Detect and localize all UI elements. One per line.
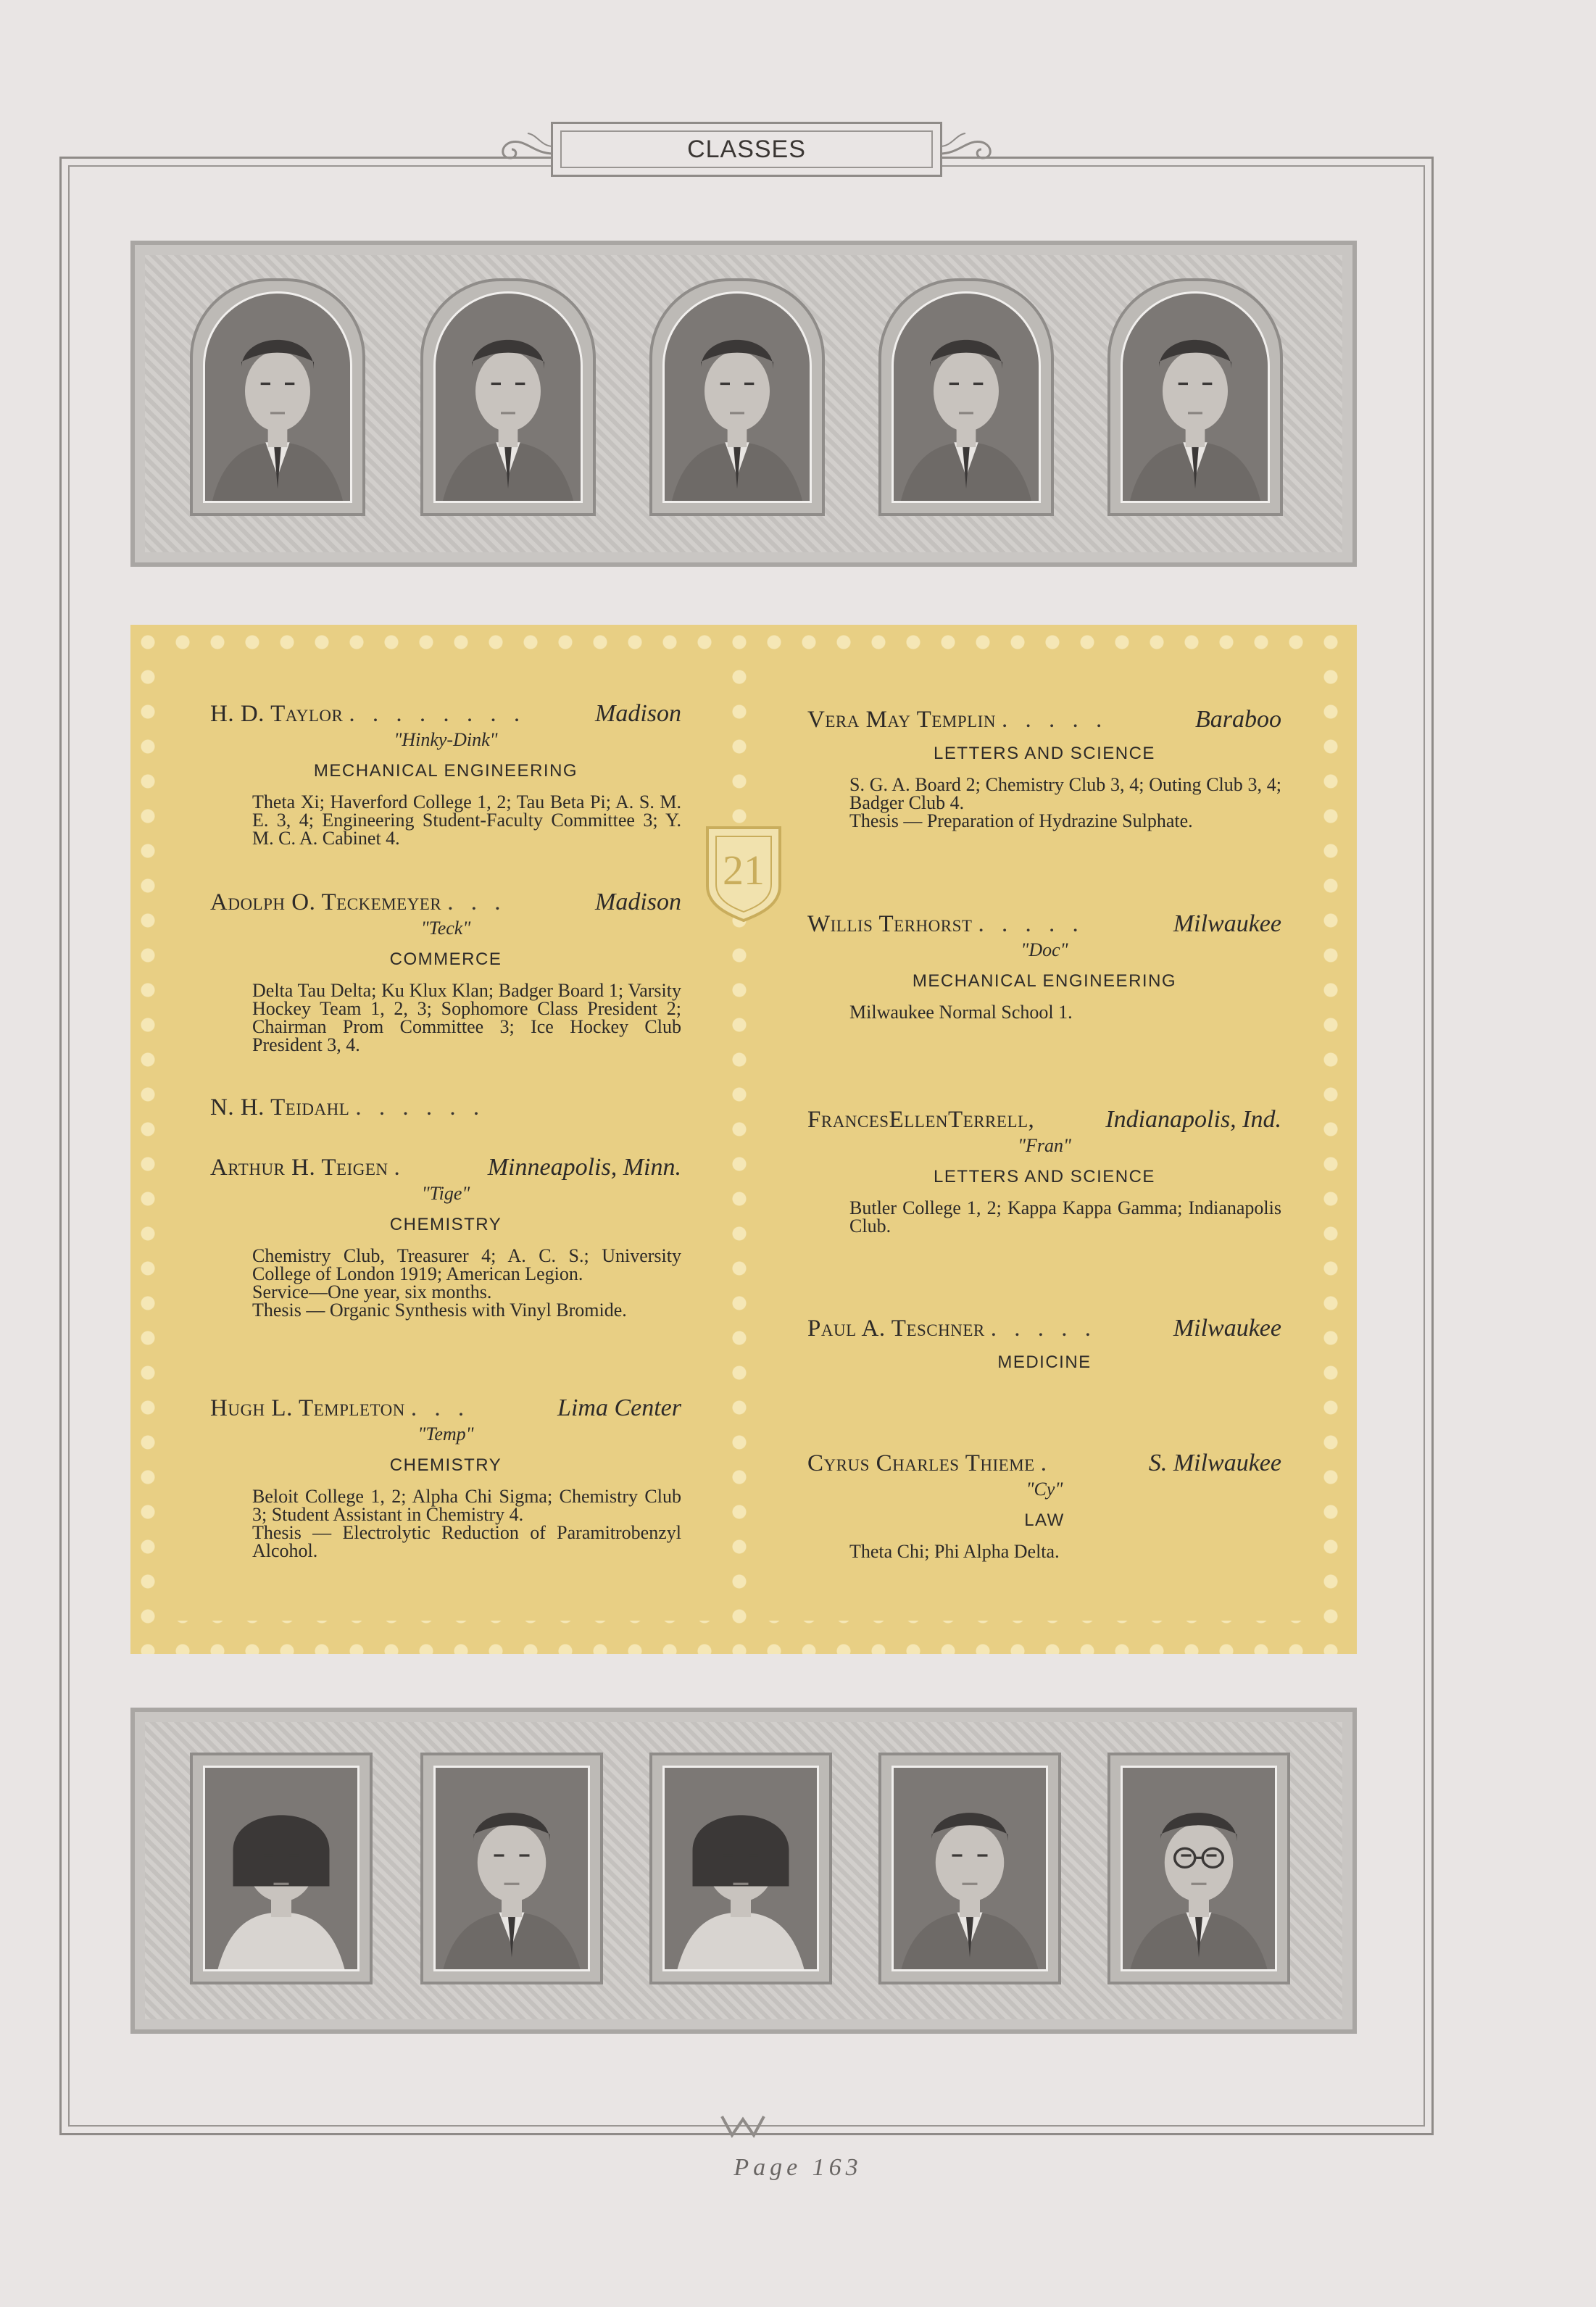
biography-entry	[210, 700, 681, 847]
page-title: CLASSES	[687, 135, 806, 163]
student-name: N. H. Teidahl	[210, 1094, 350, 1121]
top-portrait-4	[878, 278, 1054, 516]
page-number: Page 163	[733, 2154, 863, 2181]
portrait-man-icon	[891, 1766, 1048, 1971]
hometown: S. Milwaukee	[1148, 1450, 1281, 1476]
activities	[849, 1199, 1281, 1235]
hometown: Lima Center	[557, 1394, 681, 1421]
nickname: "Hinky-Dink"	[394, 729, 498, 750]
top-portrait-3	[649, 278, 825, 516]
portrait-man-icon	[203, 291, 352, 503]
department: MECHANICAL ENGINEERING	[912, 971, 1177, 991]
top-portrait-5	[1107, 278, 1283, 516]
biography-entry	[210, 889, 681, 1054]
activities	[849, 1003, 1281, 1021]
hometown: Baraboo	[1195, 706, 1281, 733]
student-name: Adolph O. Teckemeyer	[210, 889, 442, 915]
biography-entry	[210, 1154, 681, 1319]
activity-line: Thesis — Organic Synthesis with Vinyl Bromide.	[252, 1300, 627, 1321]
biography-entry	[807, 706, 1281, 830]
portrait-man-glasses-icon	[1121, 1766, 1277, 1971]
biography-entry	[807, 1106, 1281, 1235]
scroll-ornament-left-icon	[490, 125, 555, 168]
bottom-portrait-4	[878, 1753, 1061, 1984]
student-name: Paul A. Teschner	[807, 1315, 985, 1342]
hometown: Minneapolis, Minn.	[487, 1154, 681, 1181]
department: LAW	[1024, 1510, 1065, 1530]
student-name: Willis Terhorst	[807, 911, 973, 937]
department: LETTERS AND SCIENCE	[934, 744, 1155, 763]
portrait-woman-icon	[203, 1766, 359, 1971]
department: COMMERCE	[389, 949, 502, 969]
leader-dots: . . .	[410, 1395, 470, 1421]
activity-line: Thesis — Electrolytic Reduction of Paramitrobenzyl Alcohol.	[252, 1522, 681, 1561]
header-plate	[551, 122, 942, 177]
hometown: Milwaukee	[1173, 910, 1281, 937]
nickname: "Doc"	[1021, 939, 1068, 960]
biography-entry	[807, 1315, 1281, 1373]
student-name: Hugh L. Templeton	[210, 1395, 405, 1421]
activity-line: Butler College 1, 2; Kappa Kappa Gamma; Indianapolis Club.	[849, 1197, 1281, 1236]
activities	[849, 776, 1281, 830]
portrait-man-icon	[891, 291, 1041, 503]
activity-line: Theta Xi; Haverford College 1, 2; Tau Beta Pi; A. S. M. E. 3, 4; Engineering Student-Faculty Committee 3; Y. M. C. A. Cabinet 4.	[252, 791, 681, 849]
department: CHEMISTRY	[389, 1215, 502, 1234]
hometown: Madison	[595, 700, 681, 727]
biography-entry	[210, 1094, 681, 1121]
leader-dots: . . . . .	[990, 1315, 1097, 1342]
entry-header	[210, 1094, 681, 1121]
leader-dots: . . . . .	[978, 911, 1084, 937]
bottom-portrait-3	[649, 1753, 832, 1984]
student-name: Arthur H. Teigen	[210, 1155, 388, 1181]
activity-line: Chemistry Club, Treasurer 4; A. C. S.; University College of London 1919; American Legion.	[252, 1245, 681, 1284]
activity-line: Delta Tau Delta; Ku Klux Klan; Badger Board 1; Varsity Hockey Team 1, 2, 3; Sophomore Class President 2; Chairman Prom Committee 3; Ice Hockey Club President 3, 4.	[252, 980, 681, 1055]
bottom-portrait-5	[1107, 1753, 1290, 1984]
portrait-man-icon	[433, 291, 583, 503]
footer-w-emblem-icon	[718, 2111, 768, 2140]
activity-line: Theta Chi; Phi Alpha Delta.	[849, 1541, 1060, 1562]
entry-header	[807, 706, 1281, 733]
nickname: "Temp"	[417, 1423, 474, 1445]
department: CHEMISTRY	[389, 1455, 502, 1475]
activity-line: Beloit College 1, 2; Alpha Chi Sigma; Chemistry Club 3; Student Assistant in Chemistry 4.	[252, 1486, 681, 1525]
department: MEDICINE	[997, 1352, 1092, 1372]
department: LETTERS AND SCIENCE	[934, 1167, 1155, 1186]
entry-header	[807, 910, 1281, 938]
nickname: "Tige"	[421, 1183, 470, 1204]
activities	[849, 1542, 1281, 1560]
leader-dots: . . .	[447, 889, 507, 915]
leader-dots: .	[394, 1155, 406, 1181]
portrait-man-icon	[1121, 291, 1270, 503]
nickname: "Cy"	[1026, 1479, 1063, 1500]
entry-header	[210, 1154, 681, 1181]
biography-entry	[210, 1394, 681, 1560]
nickname: "Fran"	[1018, 1135, 1071, 1156]
entry-header	[807, 1315, 1281, 1342]
biography-entry	[807, 1450, 1281, 1560]
bottom-portrait-2	[420, 1753, 603, 1984]
activities	[252, 1487, 681, 1560]
activity-line: Thesis — Preparation of Hydrazine Sulphate.	[849, 810, 1193, 831]
activity-line: S. G. A. Board 2; Chemistry Club 3, 4; Outing Club 3, 4; Badger Club 4.	[849, 774, 1281, 813]
leader-dots: . . . . . . . .	[349, 701, 526, 727]
activities	[252, 981, 681, 1054]
biography-entry	[807, 910, 1281, 1021]
medallion-text: 21	[723, 847, 765, 894]
entry-header	[210, 889, 681, 916]
class-year-medallion	[700, 820, 787, 922]
leader-dots: . . . . .	[1001, 707, 1108, 733]
leader-dots: .	[1040, 1450, 1052, 1476]
student-name: Vera May Templin	[807, 707, 996, 733]
top-portrait-1	[190, 278, 365, 516]
student-name: Cyrus Charles Thieme	[807, 1450, 1035, 1476]
nickname: "Teck"	[420, 918, 471, 939]
activity-line: Service—One year, six months.	[252, 1281, 492, 1302]
student-name: H. D. Taylor	[210, 701, 344, 727]
activities	[252, 793, 681, 847]
activity-line: Milwaukee Normal School 1.	[849, 1002, 1073, 1023]
portrait-man-icon	[433, 1766, 590, 1971]
scroll-ornament-right-icon	[938, 125, 1003, 168]
hometown: Madison	[595, 889, 681, 915]
top-portrait-2	[420, 278, 596, 516]
department: MECHANICAL ENGINEERING	[313, 761, 578, 781]
entry-header	[807, 1106, 1281, 1134]
entry-header	[210, 700, 681, 728]
leader-dots: . . . . . .	[355, 1094, 486, 1121]
hometown: Milwaukee	[1173, 1315, 1281, 1342]
bottom-portrait-1	[190, 1753, 373, 1984]
hometown: Indianapolis, Ind.	[1105, 1106, 1281, 1133]
portrait-man-icon	[662, 291, 812, 503]
entry-header	[210, 1394, 681, 1422]
student-name: FrancesEllenTerrell,	[807, 1107, 1035, 1133]
activities	[252, 1247, 681, 1319]
portrait-woman-icon	[662, 1766, 819, 1971]
entry-header	[807, 1450, 1281, 1477]
